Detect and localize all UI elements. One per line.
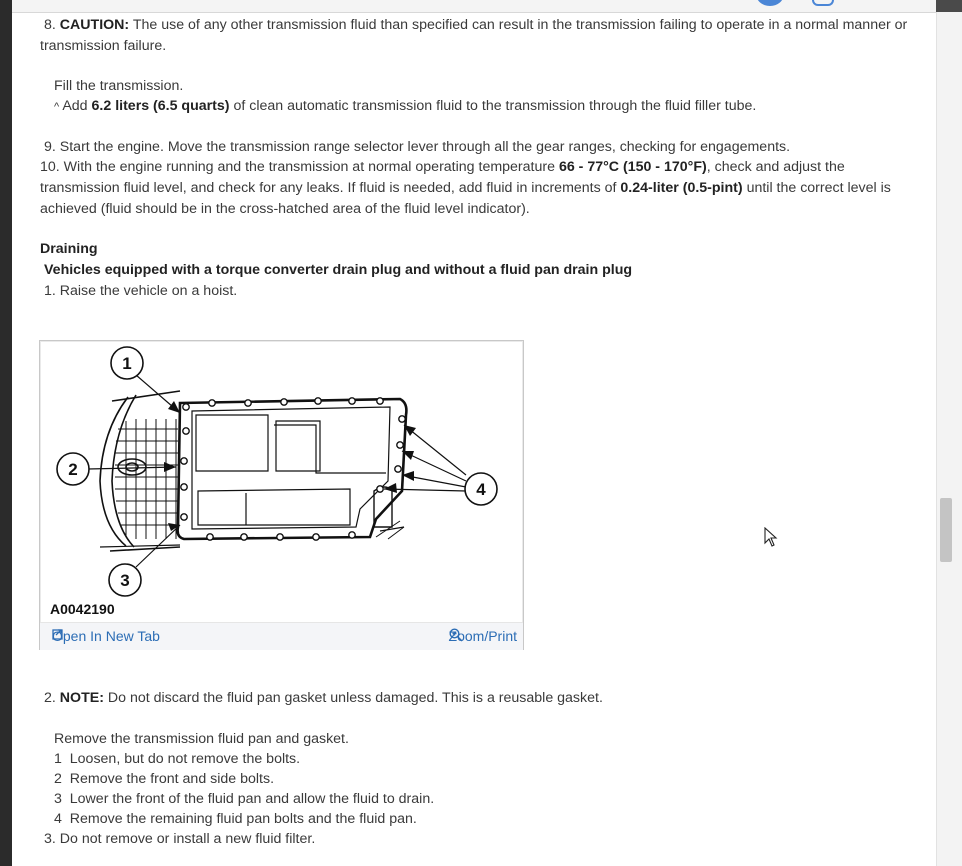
figure-id: A0042190 [50, 601, 115, 617]
fill-instruction: ^ Add 6.2 liters (6.5 quarts) of clean automatic transmission fluid to the transmission through the fluid filler tube. [54, 98, 757, 114]
draining-subheading: Vehicles equipped with a torque converter drain plug and without a fluid pan drain plug [44, 262, 633, 278]
magnifier-icon [449, 628, 463, 642]
remove-item: 3 Lower the front of the fluid pan and allow the fluid to drain. [54, 791, 435, 807]
draining-step-1: 1. Raise the vehicle on a hoist. [44, 283, 238, 299]
open-new-tab-icon [52, 628, 64, 640]
vertical-scrollbar[interactable] [936, 12, 962, 866]
fill-heading: Fill the transmission. [54, 78, 184, 94]
remove-item: 4 Remove the remaining fluid pan bolts and the fluid pan. [54, 811, 417, 827]
remove-item: 1 Loosen, but do not remove the bolts. [54, 751, 301, 767]
callout-4-label: 4 [476, 480, 486, 499]
open-in-new-tab-link[interactable] [52, 628, 160, 644]
callout-2-label: 2 [68, 460, 78, 479]
top-toolbar [12, 0, 936, 13]
step-9: 9. Start the engine. Move the transmission range selector lever through all the gear ranges, checking for engagements. [44, 139, 791, 155]
open-in-new-tab-label: Open In New Tab [52, 628, 160, 644]
step-2-note: 2. NOTE: Do not discard the fluid pan gasket unless damaged. This is a reusable gasket. [44, 690, 603, 706]
figure-action-bar [40, 622, 523, 650]
chat-icon[interactable] [812, 0, 834, 6]
step-3: 3. Do not remove or install a new fluid filter. [44, 831, 316, 847]
remove-item: 2 Remove the front and side bolts. [54, 771, 275, 787]
step-8-caution-cont: transmission failure. [40, 38, 167, 54]
mouse-cursor-icon [764, 527, 778, 547]
zoom-print-link[interactable] [449, 628, 517, 644]
transmission-pan-diagram[interactable] [40, 341, 523, 621]
callout-1-label: 1 [122, 354, 132, 373]
user-avatar-icon[interactable] [756, 0, 784, 6]
step-10-line3: achieved (fluid should be in the cross-hatched area of the fluid level indicator). [40, 201, 530, 217]
scrollbar-thumb[interactable] [940, 498, 952, 562]
zoom-print-label: Zoom/Print [448, 628, 517, 644]
window-left-edge [0, 0, 12, 866]
callout-3-label: 3 [120, 571, 130, 590]
step-10-line2: transmission fluid level, and check for any leaks. If fluid is needed, add fluid in increments of 0.24-liter (0.5-pint) until the correct level is [40, 180, 891, 196]
draining-heading: Draining [40, 241, 98, 257]
illustration-panel [39, 340, 524, 650]
remove-heading: Remove the transmission fluid pan and gasket. [54, 731, 349, 747]
step-10: 10. With the engine running and the transmission at normal operating temperature 66 - 77°C (150 - 170°F), check and adjust the [40, 159, 845, 175]
step-8-caution: 8. CAUTION: The use of any other transmission fluid than specified can result in the transmission failing to operate in a normal manner or [44, 17, 908, 33]
